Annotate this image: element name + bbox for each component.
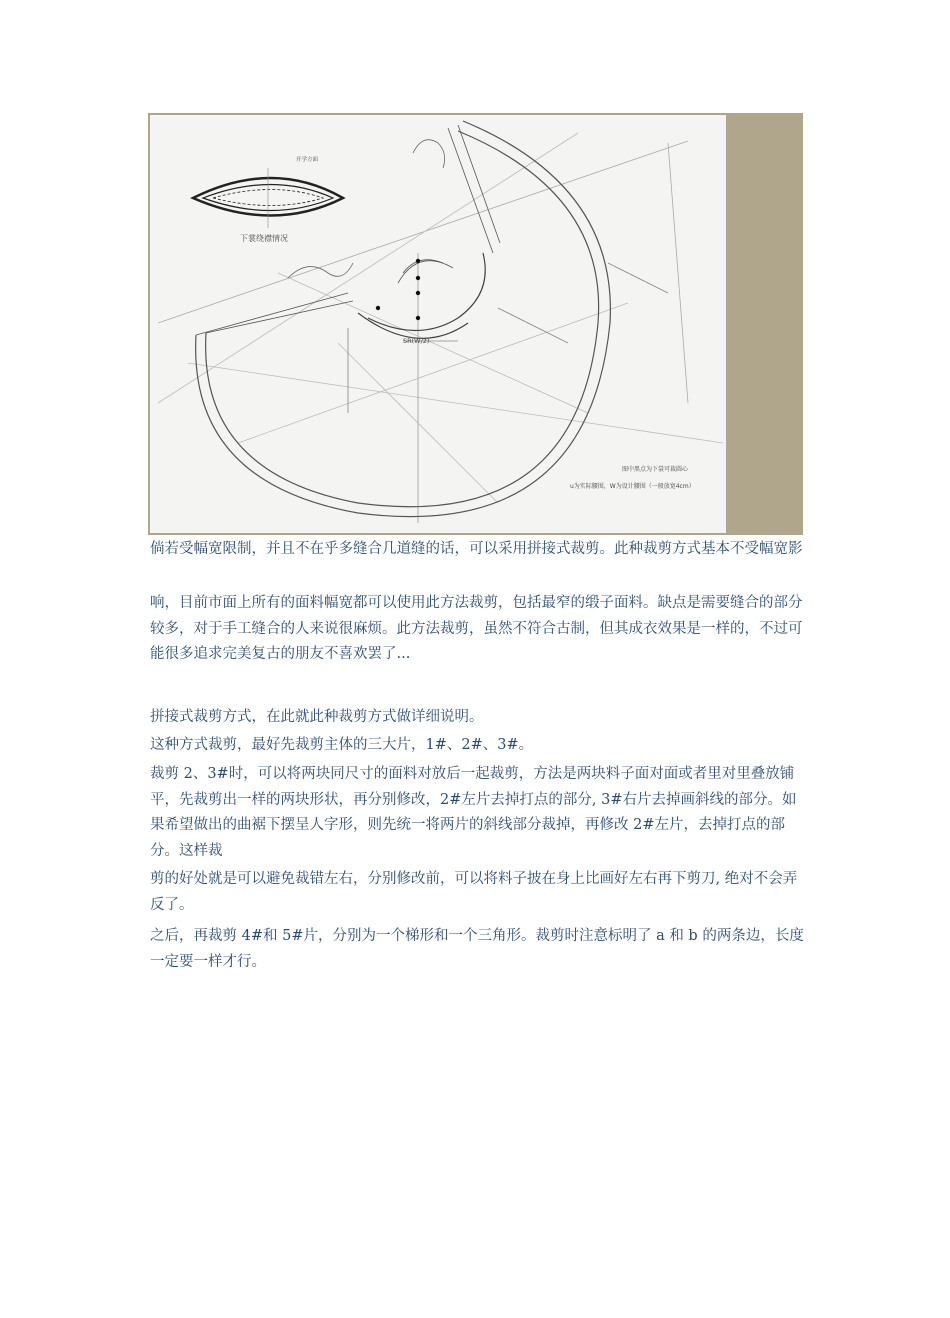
paragraph-text: 拼接式裁剪方式，在此就此种裁剪方式做详细说明。	[150, 709, 484, 725]
paragraph-text: 这种方式裁剪，最好先裁剪主体的三大片，1#、2#、3#。	[150, 737, 534, 753]
paragraph-text: 剪的好处就是可以避免裁错左右，分别修改前，可以将料子披在身上比画好左右再下剪刀, 绝对不会弄反了。	[150, 871, 798, 913]
paragraph-text: 倘若受幅宽限制，并且不在乎多缝合几道缝的话，可以采用拼接式裁剪。此种裁剪方式基本不受幅宽影	[150, 541, 803, 557]
paragraph-7	[150, 924, 810, 975]
paragraph-6	[150, 867, 810, 918]
center-arc-label: SR(W/2)	[403, 337, 430, 345]
paragraph-3	[150, 705, 810, 731]
inset-small-label: 开学方面	[296, 157, 319, 163]
paragraph-text: 响，目前市面上所有的面料幅宽都可以使用此方法裁剪，包括最窄的缎子面料。缺点是需要缝合的部分较多，对于手工缝合的人来说很麻烦。此方法裁剪，虽然不符合古制，但其成衣效果是一样的，不过可能很多追求完美复古的朋友不喜欢罢了...	[150, 595, 803, 662]
paragraph-4	[150, 733, 810, 759]
pattern-figure	[148, 113, 803, 535]
figure-note-1: 图中黑点为下裳可裁圆心	[622, 466, 689, 473]
paragraph-1	[150, 537, 810, 563]
paragraph-5	[150, 762, 810, 864]
inset-caption: 下裳绕襟情况	[240, 234, 288, 243]
figure-note-2: u为实际腰围，W为设计腰围（一般放宽4cm）	[570, 483, 695, 490]
paragraph-2	[150, 591, 810, 668]
paragraph-text: 之后，再裁剪 4#和 5#片，分别为一个梯形和一个三角形。裁剪时注意标明了 a 和 b 的两条边，长度一定要一样才行。	[150, 928, 804, 970]
paragraph-text: 裁剪 2、3#时，可以将两块同尺寸的面料对放后一起裁剪，方法是两块料子面对面或者里对里叠放铺平，先裁剪出一样的两块形状，再分别修改，2#左片去掉打点的部分, 3#右片去掉画斜线的部分。如果希望做出的曲裾下摆呈人字形，则先统一将两片的斜线部分裁掉，再修改 2#左片，去掉打点的部分。这样裁	[150, 766, 797, 859]
sewing-pattern-diagram-icon	[148, 113, 803, 535]
